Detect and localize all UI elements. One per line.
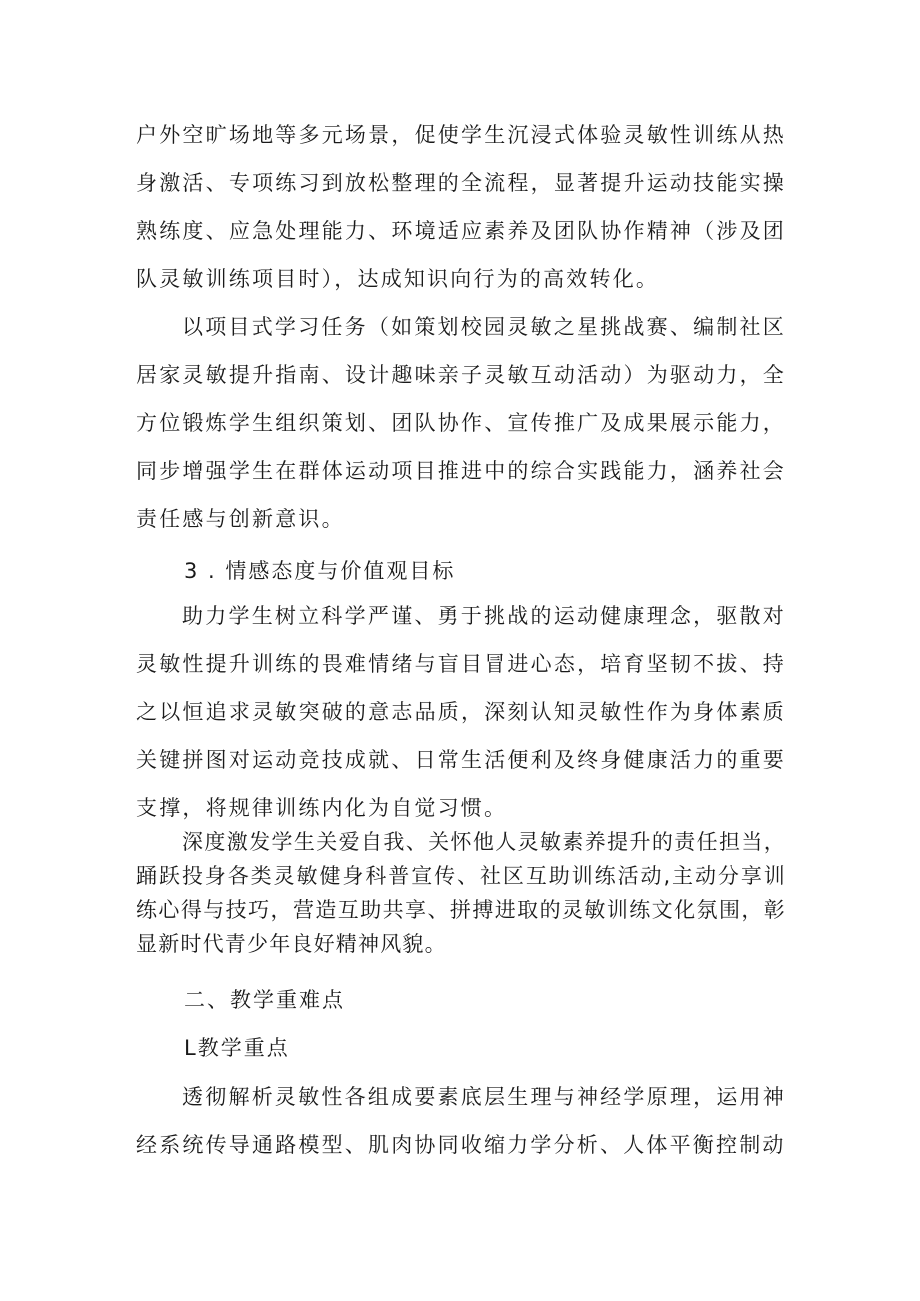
heading-teaching-key-points: L教学重点 [184, 1036, 290, 1060]
paragraph-practice-scenarios: 户外空旷场地等多元场景，促使学生沉浸式体验灵敏性训练从热身激活、专项练习到放松整理的全流程，显著提升运动技能实操熟练度、应急处理能力、环境适应素养及团队协作精神（涉及团队灵敏训练项目时），达成知识向行为的高效转化。 [136, 123, 786, 291]
heading-teaching-key-difficult-points: 二、教学重难点 [184, 988, 345, 1012]
heading-emotion-values-goal: 3 . 情感态度与价值观目标 [184, 559, 456, 583]
paragraph-responsibility: 深度激发学生关爱自我、关怀他人灵敏素养提升的责任担当，踊跃投身各类灵敏健身科普宣传、社区互助训练活动,主动分享训练心得与技巧，营造互助共享、拼搏进取的灵敏训练文化氛围，彰显新时代青少年良好精神风貌。 [136, 830, 786, 956]
paragraph-health-concept: 助力学生树立科学严谨、勇于挑战的运动健康理念，驱散对灵敏性提升训练的畏难情绪与盲目冒进心态，培育坚韧不拔、持之以恒追求灵敏突破的意志品质，深刻认知灵敏性作为身体素质关键拼图对运动竞技成就、日常生活便利及终身健康活力的重要支撑，将规律训练内化为自觉习惯。 [136, 604, 786, 820]
paragraph-agility-principles: 透彻解析灵敏性各组成要素底层生理与神经学原理，运用神经系统传导通路模型、肌肉协同收缩力学分析、人体平衡控制动 [136, 1085, 786, 1157]
paragraph-project-learning: 以项目式学习任务（如策划校园灵敏之星挑战赛、编制社区居家灵敏提升指南、设计趣味亲子灵敏互动活动）为驱动力，全方位锻炼学生组织策划、团队协作、宣传推广及成果展示能力，同步增强学生在群体运动项目推进中的综合实践能力，涵养社会责任感与创新意识。 [136, 315, 786, 531]
